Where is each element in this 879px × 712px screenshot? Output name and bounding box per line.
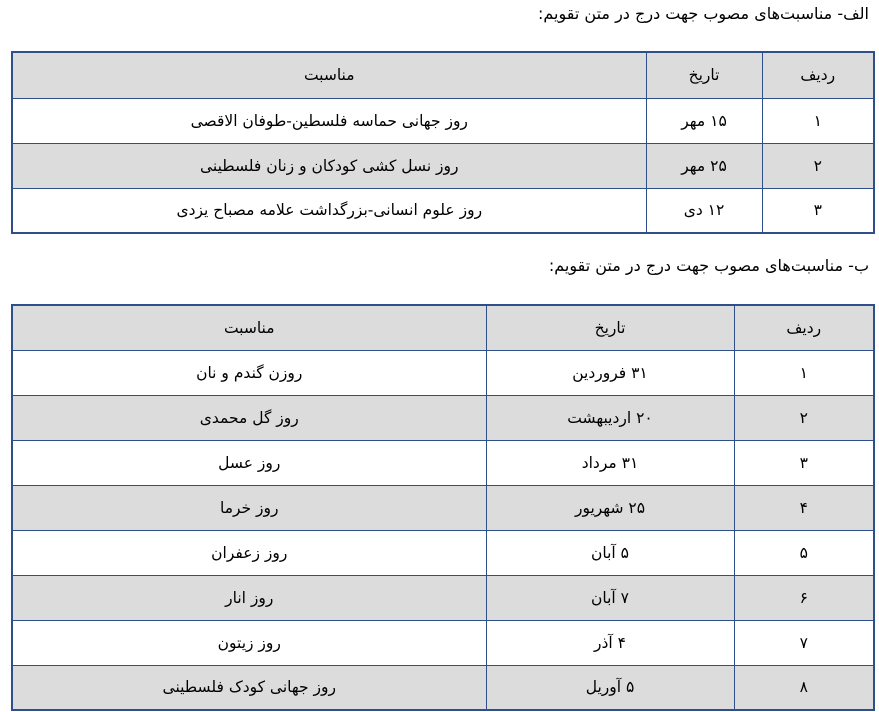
cell-row-number: ۵ xyxy=(734,530,874,575)
header-occasion: مناسبت xyxy=(12,305,486,350)
section-a-caption: الف- مناسبت‌های مصوب جهت درج در متن تقویم: xyxy=(538,4,869,23)
table-header-row xyxy=(12,305,874,350)
cell-date: ۳۱ فروردین xyxy=(486,350,734,395)
cell-date: ۷ آبان xyxy=(486,575,734,620)
cell-date: ۲۵ مهر xyxy=(646,143,762,188)
cell-row-number: ۳ xyxy=(734,440,874,485)
cell-occasion: روز خرما xyxy=(12,485,486,530)
cell-occasion: روز گل محمدی xyxy=(12,395,486,440)
header-occasion: مناسبت xyxy=(12,52,646,98)
header-date: تاریخ xyxy=(646,52,762,98)
cell-date: ۴ آذر xyxy=(486,620,734,665)
cell-row-number: ۴ xyxy=(734,485,874,530)
cell-occasion: روز زعفران xyxy=(12,530,486,575)
table-row xyxy=(12,188,874,233)
table-row xyxy=(12,395,874,440)
cell-date: ۵ آبان xyxy=(486,530,734,575)
cell-date: ۵ آوریل xyxy=(486,665,734,710)
cell-row-number: ۶ xyxy=(734,575,874,620)
table-row xyxy=(12,485,874,530)
cell-date: ۳۱ مرداد xyxy=(486,440,734,485)
table-row xyxy=(12,620,874,665)
table-row xyxy=(12,98,874,143)
table-row xyxy=(12,665,874,710)
header-row-number: ردیف xyxy=(734,305,874,350)
cell-occasion: روز عسل xyxy=(12,440,486,485)
cell-date: ۲۵ شهریور xyxy=(486,485,734,530)
table-header-row xyxy=(12,52,874,98)
table-row xyxy=(12,350,874,395)
cell-occasion: روز نسل کشی کودکان و زنان فلسطینی xyxy=(12,143,646,188)
cell-occasion: روز جهانی حماسه فلسطین-طوفان الاقصی xyxy=(12,98,646,143)
cell-row-number: ۷ xyxy=(734,620,874,665)
cell-occasion: روزن گندم و نان xyxy=(12,350,486,395)
cell-occasion: روز جهانی کودک فلسطینی xyxy=(12,665,486,710)
cell-occasion: روز زیتون xyxy=(12,620,486,665)
cell-date: ۱۵ مهر xyxy=(646,98,762,143)
cell-occasion: روز انار xyxy=(12,575,486,620)
cell-row-number: ۲ xyxy=(734,395,874,440)
cell-row-number: ۳ xyxy=(762,188,874,233)
occasions-table-a xyxy=(11,51,875,234)
occasions-table-b xyxy=(11,304,875,711)
cell-row-number: ۱ xyxy=(734,350,874,395)
header-date: تاریخ xyxy=(486,305,734,350)
cell-date: ۲۰ اردیبهشت xyxy=(486,395,734,440)
cell-row-number: ۱ xyxy=(762,98,874,143)
table-row xyxy=(12,530,874,575)
table-row xyxy=(12,575,874,620)
table-row xyxy=(12,440,874,485)
cell-row-number: ۸ xyxy=(734,665,874,710)
cell-row-number: ۲ xyxy=(762,143,874,188)
cell-occasion: روز علوم انسانی-بزرگداشت علامه مصباح یزدی xyxy=(12,188,646,233)
cell-date: ۱۲ دی xyxy=(646,188,762,233)
header-row-number: ردیف xyxy=(762,52,874,98)
table-row xyxy=(12,143,874,188)
section-b-caption: ب- مناسبت‌های مصوب جهت درج در متن تقویم: xyxy=(548,256,869,275)
